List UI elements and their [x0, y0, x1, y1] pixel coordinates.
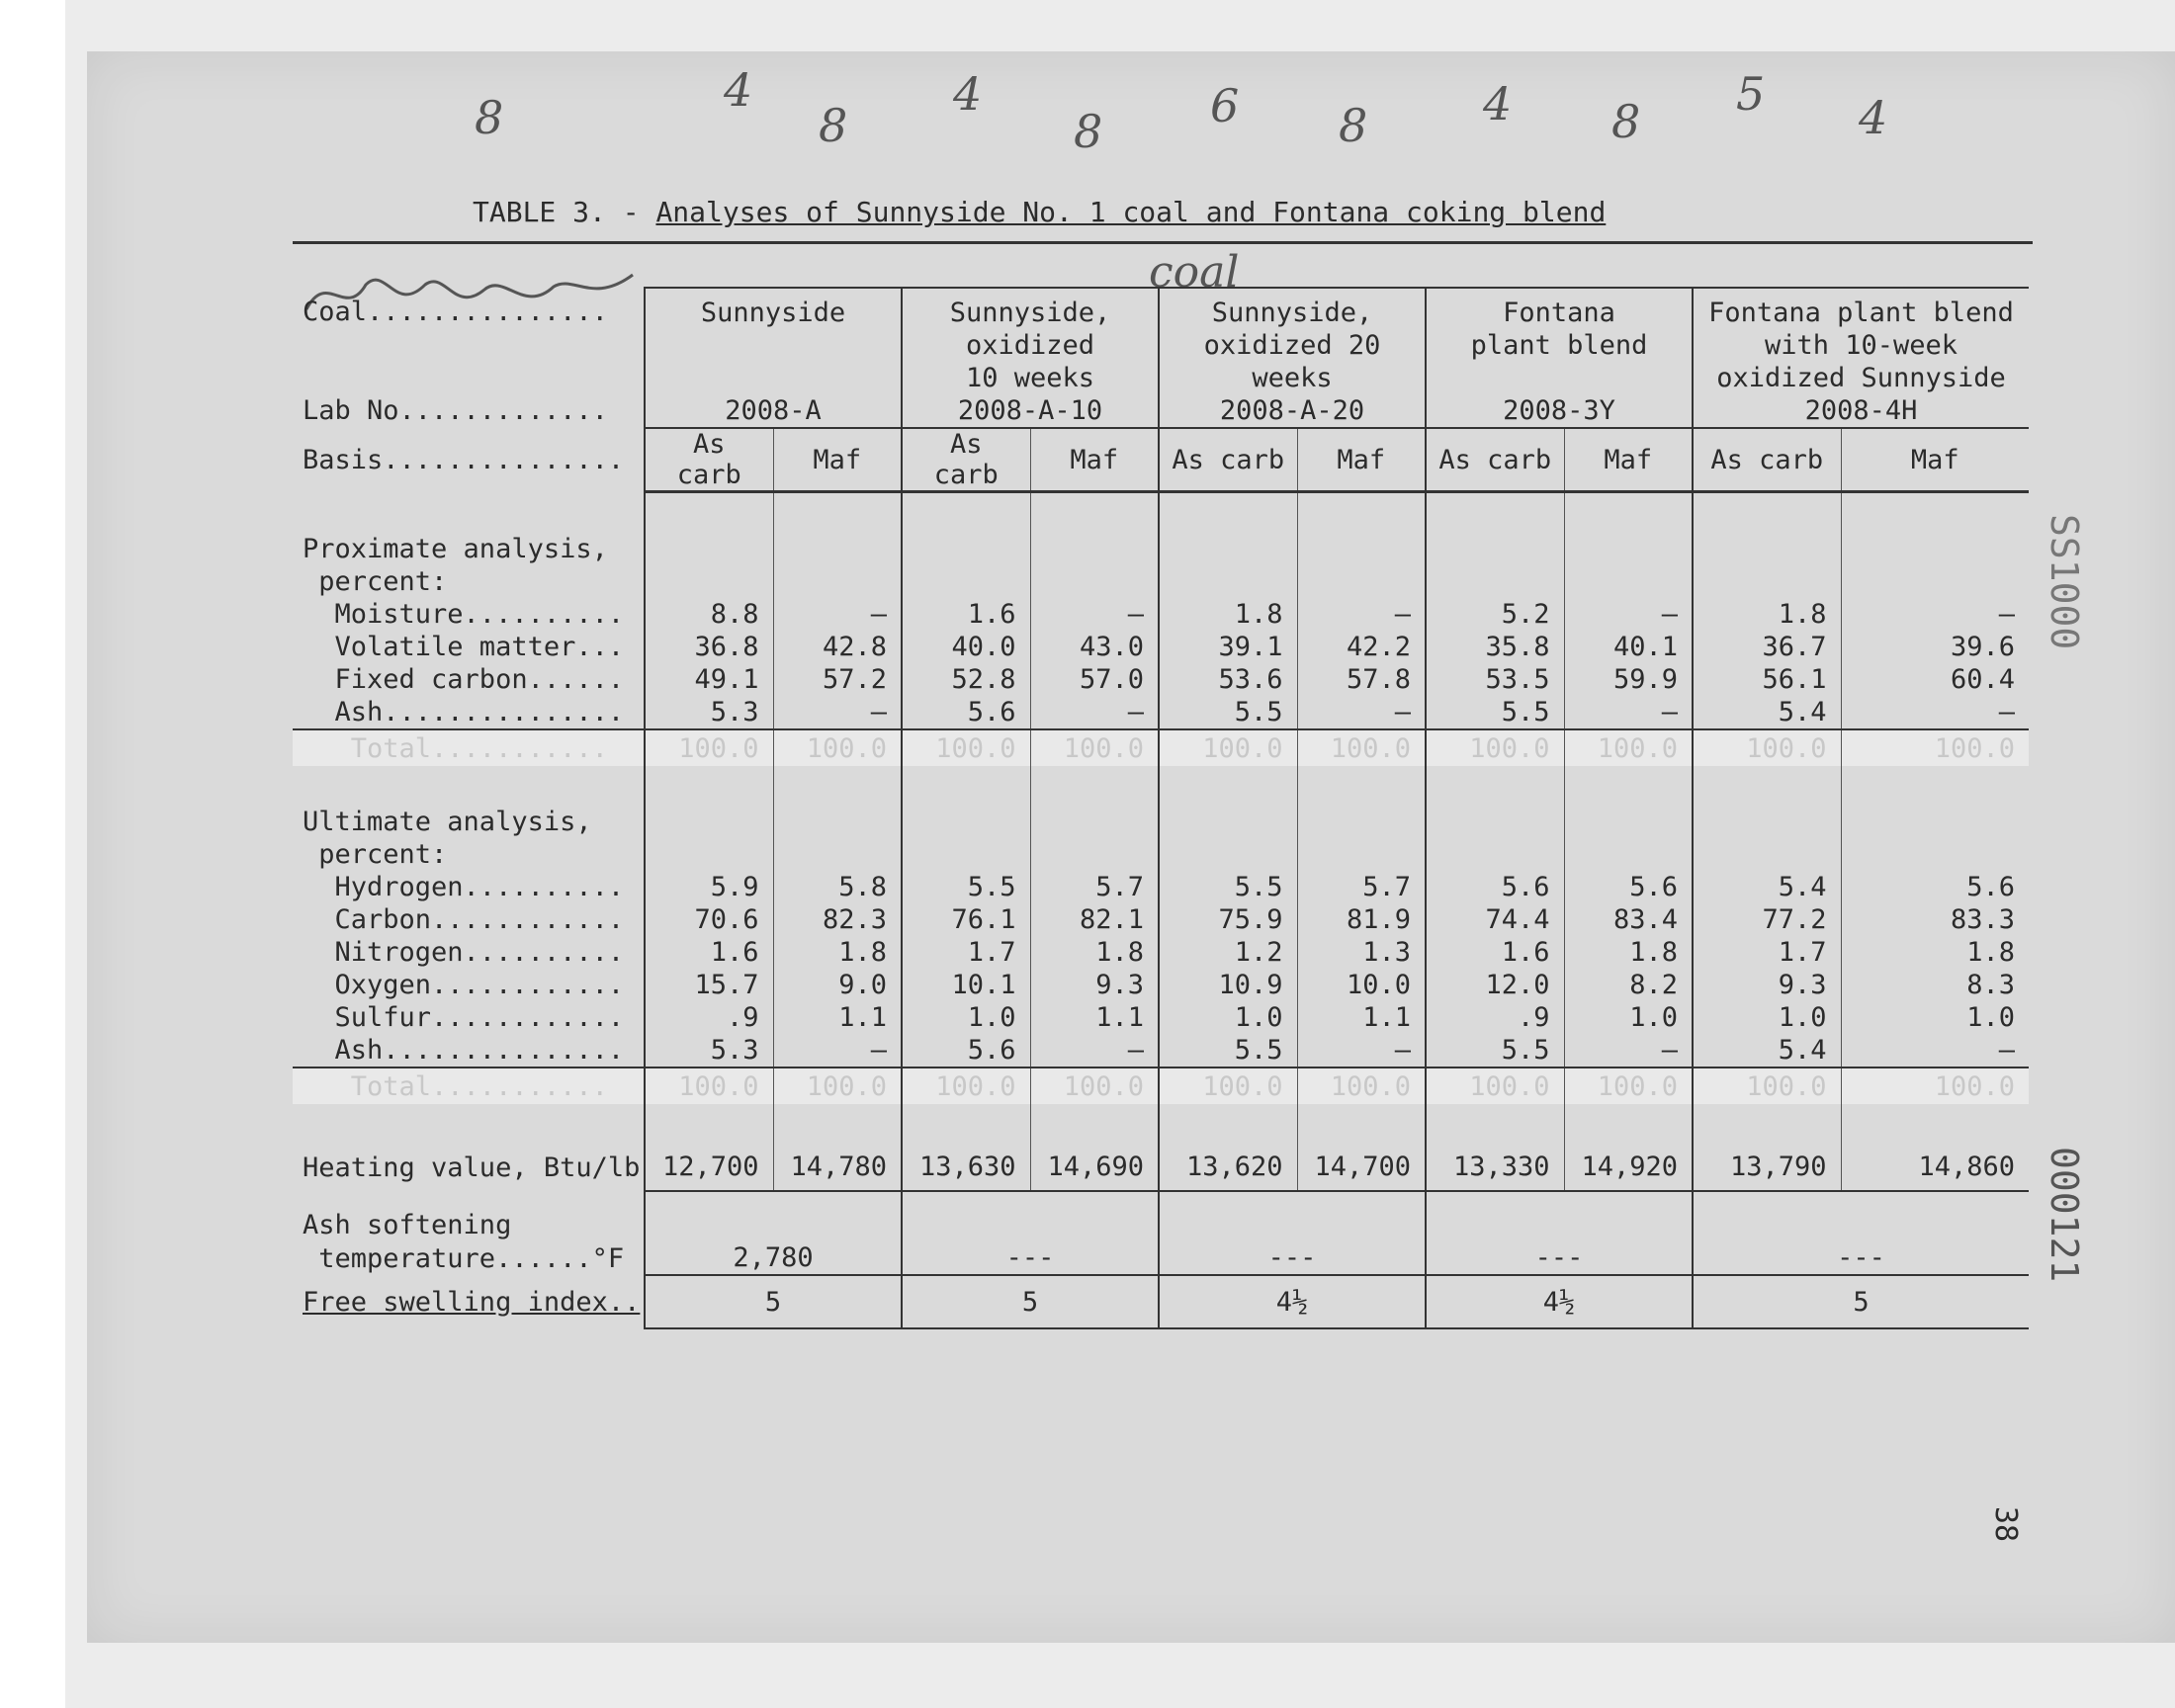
lab-no: 2008-A-20 — [1159, 394, 1426, 428]
value-cell: 5.7 — [1297, 871, 1426, 903]
section-heading-row — [293, 838, 2029, 871]
lab-no: 2008-3Y — [1426, 394, 1693, 428]
value-cell: 1.0 — [1564, 1001, 1693, 1034]
table-row — [293, 696, 2029, 729]
value-cell: .9 — [645, 1001, 773, 1034]
value-cell: 36.7 — [1693, 631, 1841, 663]
value-cell: 5.5 — [1159, 696, 1297, 729]
row-label: Ash............... — [303, 1035, 625, 1066]
value-cell: 82.1 — [1030, 903, 1159, 936]
value-cell: 1.8 — [1693, 598, 1841, 631]
value-cell: 100.0 — [1693, 729, 1841, 766]
value-cell: — — [1564, 1034, 1693, 1068]
value-cell: 100.0 — [1030, 1068, 1159, 1104]
free-swelling-value: 5 — [645, 1275, 902, 1328]
value-cell: 5.4 — [1693, 1034, 1841, 1068]
row-label: Lab No............. — [303, 395, 608, 426]
free-swelling-value: 4½ — [1159, 1275, 1426, 1328]
value-cell: 5.2 — [1426, 598, 1564, 631]
value-cell: 52.8 — [902, 663, 1030, 696]
row-label: temperature......°F — [303, 1242, 625, 1274]
coal-name: Sunnyside, oxidized 10 weeks — [902, 288, 1159, 394]
value-cell: 100.0 — [1159, 729, 1297, 766]
value-cell: — — [1030, 696, 1159, 729]
row-label: Carbon............ — [303, 904, 625, 935]
value-cell: 39.6 — [1841, 631, 2029, 663]
value-cell: 1.1 — [1297, 1001, 1426, 1034]
value-cell: 5.5 — [1426, 696, 1564, 729]
coal-name: Sunnyside — [645, 288, 902, 394]
basis-label: As carb — [902, 428, 1030, 492]
value-cell: 5.5 — [1159, 1034, 1297, 1068]
value-cell: 5.6 — [902, 1034, 1030, 1068]
value-cell: 1.3 — [1297, 936, 1426, 969]
value-cell: 1.0 — [1159, 1001, 1297, 1034]
value-cell: 35.8 — [1426, 631, 1564, 663]
section-heading: Ultimate analysis, — [303, 807, 592, 837]
value-cell: 13,620 — [1159, 1144, 1297, 1191]
value-cell: 100.0 — [1426, 1068, 1564, 1104]
value-cell: 57.0 — [1030, 663, 1159, 696]
value-cell: 12.0 — [1426, 969, 1564, 1001]
basis-label: As carb — [645, 428, 773, 492]
section-heading-row — [293, 806, 2029, 838]
value-cell: — — [773, 696, 902, 729]
spacer-row — [293, 1104, 2029, 1144]
row-label: Sulfur............ — [303, 1002, 625, 1033]
basis-label: As carb — [1426, 428, 1564, 492]
value-cell: 1.0 — [1841, 1001, 2029, 1034]
value-cell: 15.7 — [645, 969, 773, 1001]
section-subheading: percent: — [303, 839, 448, 870]
value-cell: 14,860 — [1841, 1144, 2029, 1191]
value-cell: 1.6 — [902, 598, 1030, 631]
value-cell: 14,700 — [1297, 1144, 1426, 1191]
value-cell: 1.7 — [902, 936, 1030, 969]
value-cell: 14,690 — [1030, 1144, 1159, 1191]
row-label: Basis............... — [303, 444, 625, 475]
handwritten-mark: 8 — [1074, 105, 1103, 158]
value-cell: 40.1 — [1564, 631, 1693, 663]
section-heading: Proximate analysis, — [303, 534, 608, 564]
value-cell: 14,780 — [773, 1144, 902, 1191]
row-label: Heating value, Btu/lb — [303, 1152, 641, 1183]
handwritten-mark: 4 — [724, 63, 753, 117]
value-cell: 100.0 — [902, 1068, 1030, 1104]
handwritten-mark: 8 — [1339, 99, 1368, 152]
value-cell: 100.0 — [1564, 729, 1693, 766]
value-cell: 13,330 — [1426, 1144, 1564, 1191]
free-swelling-value: 5 — [902, 1275, 1159, 1328]
row-label: Hydrogen.......... — [303, 872, 625, 902]
value-cell: 36.8 — [645, 631, 773, 663]
row-label: Total........... — [293, 1068, 645, 1104]
value-cell: 1.1 — [1030, 1001, 1159, 1034]
handwritten-mark: 4 — [1483, 77, 1513, 130]
total-row-struck — [293, 729, 2029, 766]
value-cell: 1.0 — [1693, 1001, 1841, 1034]
handwritten-mark: 8 — [475, 91, 504, 144]
row-label: Fixed carbon...... — [303, 664, 625, 695]
top-rule — [293, 241, 2033, 244]
row-label: Total........... — [293, 729, 645, 766]
value-cell: 49.1 — [645, 663, 773, 696]
value-cell: 1.8 — [1564, 936, 1693, 969]
value-cell: 5.5 — [902, 871, 1030, 903]
value-cell: 8.3 — [1841, 969, 2029, 1001]
page-number: 38 — [1988, 1506, 2023, 1543]
value-cell: 5.4 — [1693, 696, 1841, 729]
basis-label: Maf — [1030, 428, 1159, 492]
row-label: Volatile matter... — [303, 632, 625, 662]
value-cell: 1.1 — [773, 1001, 902, 1034]
value-cell: 70.6 — [645, 903, 773, 936]
lab-no: 2008-4H — [1693, 394, 2029, 428]
value-cell: 100.0 — [645, 1068, 773, 1104]
row-label: Free swelling index.. — [303, 1286, 641, 1318]
value-cell: 83.3 — [1841, 903, 2029, 936]
ash-softening-value: --- — [1159, 1241, 1426, 1275]
table-row — [293, 936, 2029, 969]
basis-label: Maf — [1297, 428, 1426, 492]
handwritten-mark: 4 — [953, 67, 983, 121]
value-cell: 10.1 — [902, 969, 1030, 1001]
ash-softening-value: --- — [902, 1241, 1159, 1275]
handwritten-coal-note: coal — [1149, 247, 1240, 298]
value-cell: 100.0 — [773, 1068, 902, 1104]
value-cell: 5.9 — [645, 871, 773, 903]
value-cell: 60.4 — [1841, 663, 2029, 696]
value-cell: — — [773, 1034, 902, 1068]
value-cell: 1.8 — [773, 936, 902, 969]
value-cell: 100.0 — [1693, 1068, 1841, 1104]
value-cell: 12,700 — [645, 1144, 773, 1191]
value-cell: 5.3 — [645, 1034, 773, 1068]
free-swelling-value: 5 — [1693, 1275, 2029, 1328]
value-cell: 53.6 — [1159, 663, 1297, 696]
ash-softening-value: 2,780 — [645, 1241, 902, 1275]
handwritten-mark: 6 — [1210, 79, 1240, 132]
value-cell: — — [1564, 598, 1693, 631]
value-cell: 1.6 — [1426, 936, 1564, 969]
value-cell: — — [1564, 696, 1693, 729]
value-cell: 9.0 — [773, 969, 902, 1001]
free-swelling-value: 4½ — [1426, 1275, 1693, 1328]
scanner-margin — [0, 0, 65, 1708]
value-cell: .9 — [1426, 1001, 1564, 1034]
value-cell: 100.0 — [773, 729, 902, 766]
coal-header-row — [293, 288, 2029, 394]
value-cell: 1.8 — [1030, 936, 1159, 969]
analysis-table-container — [293, 287, 2029, 1329]
basis-label: Maf — [1841, 428, 2029, 492]
value-cell: 100.0 — [1297, 729, 1426, 766]
value-cell: 100.0 — [1030, 729, 1159, 766]
analysis-table — [293, 287, 2029, 1329]
value-cell: 5.3 — [645, 696, 773, 729]
value-cell: 8.2 — [1564, 969, 1693, 1001]
value-cell: 56.1 — [1693, 663, 1841, 696]
value-cell: — — [1841, 696, 2029, 729]
value-cell: 1.8 — [1159, 598, 1297, 631]
section-heading-row — [293, 565, 2029, 598]
value-cell: — — [1030, 598, 1159, 631]
handwritten-mark: 4 — [1859, 91, 1888, 144]
value-cell: 1.6 — [645, 936, 773, 969]
basis-label: As carb — [1159, 428, 1297, 492]
row-label: Coal............... — [303, 297, 608, 327]
value-cell: 57.2 — [773, 663, 902, 696]
spacer-row — [293, 492, 2029, 534]
value-cell: — — [1297, 598, 1426, 631]
value-cell: 77.2 — [1693, 903, 1841, 936]
table-number: TABLE 3. - — [473, 196, 656, 228]
value-cell: 5.6 — [902, 696, 1030, 729]
value-cell: 100.0 — [902, 729, 1030, 766]
value-cell: 76.1 — [902, 903, 1030, 936]
table-title — [473, 196, 1606, 228]
table-row — [293, 903, 2029, 936]
row-label: Ash............... — [303, 697, 625, 727]
value-cell: 9.3 — [1030, 969, 1159, 1001]
coal-name: Fontana plant blend — [1426, 288, 1693, 394]
value-cell: 59.9 — [1564, 663, 1693, 696]
total-row-struck — [293, 1068, 2029, 1104]
section-heading-row — [293, 533, 2029, 565]
value-cell: 9.3 — [1693, 969, 1841, 1001]
value-cell: 5.8 — [773, 871, 902, 903]
ash-softening-row — [293, 1241, 2029, 1275]
value-cell: 13,630 — [902, 1144, 1030, 1191]
row-label: Ash softening — [303, 1210, 512, 1240]
table-caption: Analyses of Sunnyside No. 1 coal and Fontana coking blend — [655, 196, 1607, 228]
value-cell: 10.9 — [1159, 969, 1297, 1001]
table-row — [293, 598, 2029, 631]
value-cell: 57.8 — [1297, 663, 1426, 696]
value-cell: 40.0 — [902, 631, 1030, 663]
value-cell: 100.0 — [1841, 1068, 2029, 1104]
value-cell: — — [1297, 696, 1426, 729]
value-cell: — — [1841, 598, 2029, 631]
row-label: Moisture.......... — [303, 599, 625, 630]
spacer-row — [293, 766, 2029, 806]
value-cell: 43.0 — [1030, 631, 1159, 663]
coal-name: Fontana plant blend with 10-week oxidized Sunnyside — [1693, 288, 2029, 394]
basis-label: Maf — [773, 428, 902, 492]
free-swelling-row — [293, 1275, 2029, 1328]
value-cell: 82.3 — [773, 903, 902, 936]
value-cell: 1.0 — [902, 1001, 1030, 1034]
value-cell: 5.5 — [1426, 1034, 1564, 1068]
basis-row — [293, 428, 2029, 492]
value-cell: 100.0 — [1297, 1068, 1426, 1104]
value-cell: 5.4 — [1693, 871, 1841, 903]
table-row — [293, 1034, 2029, 1068]
value-cell: 42.8 — [773, 631, 902, 663]
value-cell: 1.8 — [1841, 936, 2029, 969]
margin-stamp: 000121 — [2043, 1147, 2086, 1283]
ash-softening-value: --- — [1426, 1241, 1693, 1275]
value-cell: 5.6 — [1426, 871, 1564, 903]
table-row — [293, 871, 2029, 903]
value-cell: 1.2 — [1159, 936, 1297, 969]
value-cell: 83.4 — [1564, 903, 1693, 936]
value-cell: — — [1841, 1034, 2029, 1068]
lab-no-row — [293, 394, 2029, 428]
value-cell: 5.6 — [1564, 871, 1693, 903]
coal-name: Sunnyside, oxidized 20 weeks — [1159, 288, 1426, 394]
row-label: Nitrogen.......... — [303, 937, 625, 968]
handwritten-mark: 5 — [1736, 67, 1766, 121]
value-cell: 13,790 — [1693, 1144, 1841, 1191]
value-cell: 5.6 — [1841, 871, 2029, 903]
table-row — [293, 631, 2029, 663]
value-cell: 10.0 — [1297, 969, 1426, 1001]
lab-no: 2008-A-10 — [902, 394, 1159, 428]
lab-no: 2008-A — [645, 394, 902, 428]
value-cell: 39.1 — [1159, 631, 1297, 663]
handwritten-mark: 8 — [819, 99, 848, 152]
value-cell: 5.7 — [1030, 871, 1159, 903]
ash-softening-label-row — [293, 1191, 2029, 1241]
basis-label: As carb — [1693, 428, 1841, 492]
table-row — [293, 663, 2029, 696]
value-cell: 100.0 — [1564, 1068, 1693, 1104]
value-cell: 1.7 — [1693, 936, 1841, 969]
value-cell: 8.8 — [645, 598, 773, 631]
value-cell: — — [773, 598, 902, 631]
row-label: Oxygen............ — [303, 970, 625, 1000]
table-row — [293, 969, 2029, 1001]
value-cell: 81.9 — [1297, 903, 1426, 936]
heating-value-row — [293, 1144, 2029, 1191]
margin-stamp: SS1000 — [2043, 514, 2086, 650]
value-cell: 5.5 — [1159, 871, 1297, 903]
value-cell: 74.4 — [1426, 903, 1564, 936]
section-subheading: percent: — [303, 566, 448, 597]
value-cell: 14,920 — [1564, 1144, 1693, 1191]
value-cell: 100.0 — [1426, 729, 1564, 766]
ash-softening-value: --- — [1693, 1241, 2029, 1275]
value-cell: 75.9 — [1159, 903, 1297, 936]
table-row — [293, 1001, 2029, 1034]
value-cell: 100.0 — [1841, 729, 2029, 766]
value-cell: 100.0 — [1159, 1068, 1297, 1104]
basis-label: Maf — [1564, 428, 1693, 492]
value-cell: 100.0 — [645, 729, 773, 766]
value-cell: — — [1297, 1034, 1426, 1068]
value-cell: 53.5 — [1426, 663, 1564, 696]
value-cell: 42.2 — [1297, 631, 1426, 663]
handwritten-mark: 8 — [1611, 95, 1641, 148]
value-cell: — — [1030, 1034, 1159, 1068]
